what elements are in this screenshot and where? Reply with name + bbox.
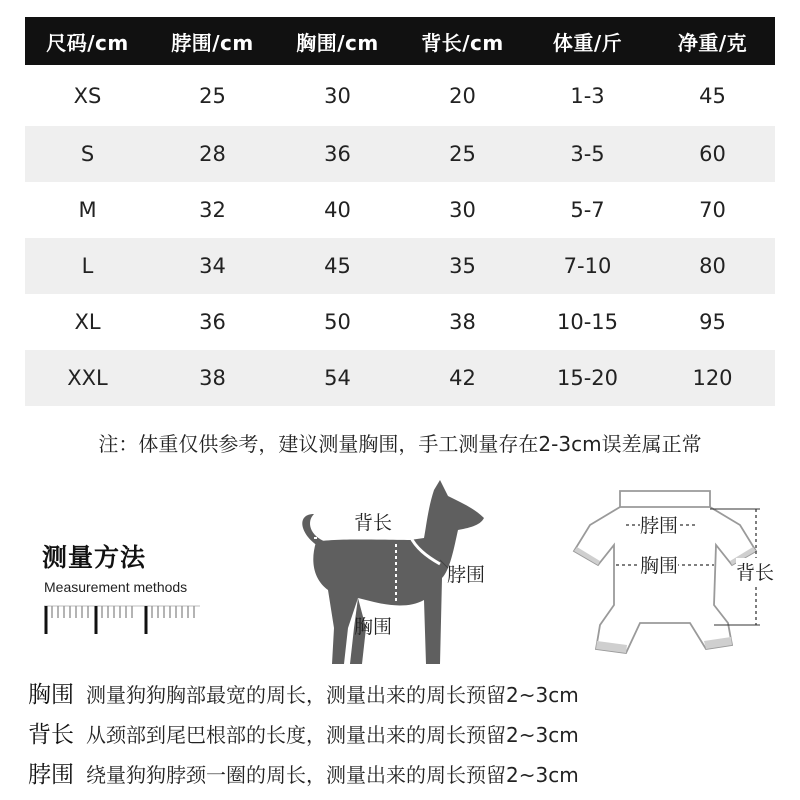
cell-neck: 34: [150, 238, 275, 294]
ruler-icon: [42, 600, 202, 636]
header-size: 尺码/cm: [25, 17, 150, 65]
garment-label-neck: 脖围: [640, 511, 678, 538]
cell-chest: 54: [275, 350, 400, 406]
cell-chest: 45: [275, 238, 400, 294]
cell-neck: 25: [199, 83, 226, 108]
cell-net-weight: 120: [650, 350, 775, 406]
table-row: [25, 182, 775, 238]
cell-size: XL: [74, 310, 101, 334]
cell-chest: 36: [275, 126, 400, 182]
cell-weight: 1-3: [570, 83, 605, 108]
definition-chest: [28, 676, 579, 709]
cell-size: XXL: [25, 350, 150, 406]
definition-neck: [28, 756, 579, 789]
measurement-note: 注：体重仅供参考，建议测量胸围，手工测量存在2-3cm误差属正常: [98, 432, 702, 456]
cell-back-length: 35: [400, 238, 525, 294]
cell-back-length: 30: [449, 198, 476, 222]
table-row: [25, 294, 775, 350]
table-row: [25, 65, 775, 126]
cell-size: L: [25, 238, 150, 294]
cell-neck: 32: [199, 198, 226, 222]
header-net-weight: 净重/克: [650, 17, 775, 65]
definition-text: 从颈部到尾巴根部的长度，测量出来的周长预留2~3cm: [86, 723, 579, 747]
dog-label-neck: 脖围: [447, 564, 486, 586]
cell-weight: 3-5: [525, 126, 650, 182]
cell-back-length: 20: [449, 83, 476, 108]
definition-term: 胸围: [28, 682, 74, 708]
definition-back-length: [28, 716, 579, 749]
cell-net-weight: 60: [650, 126, 775, 182]
cell-chest: 50: [324, 310, 351, 334]
cell-chest: 30: [324, 83, 351, 108]
cell-net-weight: 45: [699, 83, 726, 108]
header-back-length: 背长/cm: [400, 17, 525, 65]
cell-net-weight: 70: [699, 198, 726, 222]
table-row: [25, 238, 775, 294]
cell-weight: 10-15: [556, 310, 619, 334]
cell-neck: 38: [150, 350, 275, 406]
cell-neck: 28: [150, 126, 275, 182]
table-row: [25, 126, 775, 182]
definition-term: 脖围: [28, 762, 74, 788]
header-neck: 脖围/cm: [150, 17, 275, 65]
cell-weight: 15-20: [525, 350, 650, 406]
definition-term: 背长: [28, 722, 74, 748]
table-header-row: [25, 17, 775, 65]
cell-net-weight: 80: [650, 238, 775, 294]
dog-label-chest: 胸围: [354, 616, 393, 638]
cell-back-length: 25: [400, 126, 525, 182]
cell-size: S: [25, 126, 150, 182]
size-chart-table: [25, 17, 775, 406]
cell-size: XS: [73, 83, 102, 108]
definition-text: 绕量狗狗脖颈一圈的周长，测量出来的周长预留2~3cm: [86, 763, 579, 787]
table-row: [25, 350, 775, 406]
cell-weight: 7-10: [525, 238, 650, 294]
method-title: 测量方法: [42, 543, 147, 572]
cell-net-weight: 95: [699, 310, 726, 334]
garment-label-back-length: 背长: [736, 558, 774, 585]
method-subtitle: Measurement methods: [44, 579, 188, 595]
header-chest: 胸围/cm: [275, 17, 400, 65]
cell-back-length: 42: [400, 350, 525, 406]
cell-chest: 40: [324, 198, 351, 222]
definition-text: 测量狗狗胸部最宽的周长，测量出来的周长预留2~3cm: [86, 683, 579, 707]
garment-label-chest: 胸围: [640, 551, 678, 578]
cell-neck: 36: [199, 310, 226, 334]
cell-weight: 5-7: [570, 198, 605, 222]
dog-label-back-length: 背长: [354, 512, 393, 534]
header-weight: 体重/斤: [525, 17, 650, 65]
cell-back-length: 38: [449, 310, 476, 334]
cell-size: M: [78, 198, 97, 222]
